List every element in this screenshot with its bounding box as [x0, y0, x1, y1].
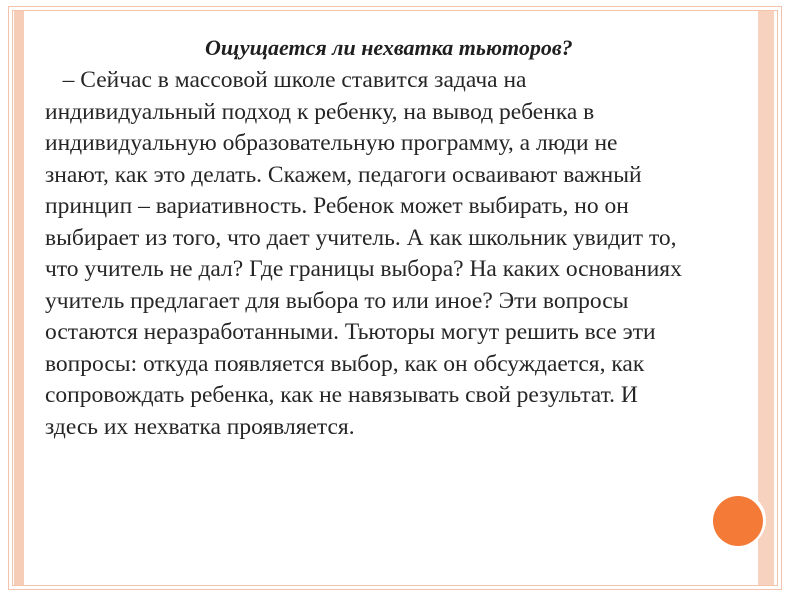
answer-line: – Сейчас в массовой школе ставится задача на — [45, 67, 527, 93]
answer-line: вопросы: откуда появляется выбор, как он обсуждается, как — [45, 350, 645, 377]
slide-answer-text — [45, 65, 770, 443]
answer-line: знают, как это делать. Скажем, педагоги осваивают важный — [45, 161, 642, 188]
answer-line: остаются неразработанными. Тьюторы могут решить все эти — [45, 319, 656, 345]
answer-line: индивидуальный подход к ребенку, на вывод ребенка в — [45, 98, 595, 125]
answer-line: здесь их нехватка проявляется. — [45, 413, 355, 440]
answer-line: индивидуальную образовательную программу, а люди не — [45, 130, 618, 156]
answer-line: выбирает из того, что дает учитель. А как школьник увидит то, — [45, 224, 677, 251]
decorative-circle-icon — [713, 496, 763, 546]
slide-question-heading: Ощущается ли нехватка тьюторов? — [205, 35, 573, 60]
answer-line: учитель предлагает для выбора то или иное? Эти вопросы — [45, 287, 629, 314]
answer-line: что учитель не дал? Где границы выбора? На каких основаниях — [45, 256, 682, 282]
answer-line: принцип – вариативность. Ребенок может выбирать, но он — [45, 193, 629, 219]
answer-line: сопровождать ребенка, как не навязывать свой результат. И — [45, 382, 638, 408]
